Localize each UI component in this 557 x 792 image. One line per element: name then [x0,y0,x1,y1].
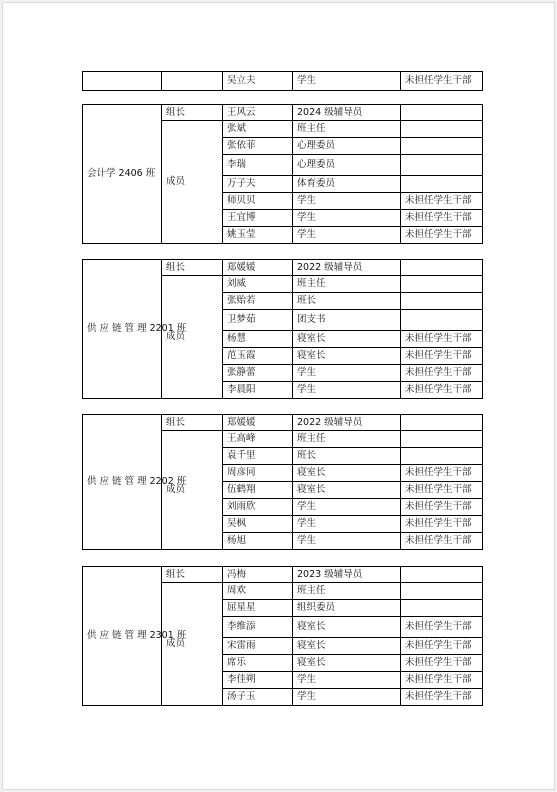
leader-label: 组长 [162,415,223,431]
member-note [401,293,483,310]
leader-name: 郑媛媛 [223,260,293,276]
leader-note [401,567,483,583]
member-label: 成员 [162,431,223,550]
member-note: 未担任学生干部 [401,193,483,210]
member-role: 学生 [293,193,401,210]
member-role: 学生 [293,227,401,244]
member-name: 李瑞 [223,155,293,176]
member-role: 寝室长 [293,331,401,348]
member-role: 团支书 [293,310,401,331]
member-name: 刘雨欣 [223,499,293,516]
leader-label: 组长 [162,105,223,121]
member-role: 寝室长 [293,348,401,365]
member-role: 班主任 [293,431,401,448]
member-role: 班主任 [293,276,401,293]
member-note [401,600,483,617]
leader-note [401,260,483,276]
roster-table-2 [82,259,483,399]
leader-role: 2022 级辅导员 [293,415,401,431]
leader-label: 组长 [162,567,223,583]
leader-row [83,415,483,431]
member-role: 寝室长 [293,482,401,499]
member-role: 寝室长 [293,465,401,482]
member-note [401,155,483,176]
member-name: 师贝贝 [223,193,293,210]
document-page [2,2,555,790]
member-name: 李维添 [223,617,293,638]
member-role: 心理委员 [293,138,401,155]
member-note: 未担任学生干部 [401,227,483,244]
member-note [401,276,483,293]
member-note: 未担任学生干部 [401,689,483,706]
member-name: 万子夫 [223,176,293,193]
member-name: 袁千里 [223,448,293,465]
member-role: 学生 [293,382,401,399]
table-row [83,72,483,91]
class-name-cell: 会计学 2406 班 [83,105,162,244]
member-name: 范玉霞 [223,348,293,365]
member-name: 姚玉莹 [223,227,293,244]
member-role: 学生 [293,499,401,516]
leader-note [401,105,483,121]
member-note: 未担任学生干部 [401,638,483,655]
member-name: 宋雷雨 [223,638,293,655]
member-name: 张斌 [223,121,293,138]
member-note: 未担任学生干部 [401,672,483,689]
leader-row [83,567,483,583]
member-name: 屈星星 [223,600,293,617]
member-role: 班主任 [293,583,401,600]
member-name: 刘威 [223,276,293,293]
member-name: 张依菲 [223,138,293,155]
roster-table-4 [82,566,483,706]
member-name: 张静蕾 [223,365,293,382]
member-label: 成员 [162,583,223,706]
member-note: 未担任学生干部 [401,617,483,638]
member-note: 未担任学生干部 [401,72,483,91]
leader-row [83,260,483,276]
leader-role: 2024 级辅导员 [293,105,401,121]
member-role: 学生 [293,365,401,382]
member-role: 体育委员 [293,176,401,193]
member-role: 学生 [293,689,401,706]
member-note [401,448,483,465]
class-name-cell [83,72,162,91]
member-name: 李佳朔 [223,672,293,689]
leader-note [401,415,483,431]
member-note: 未担任学生干部 [401,482,483,499]
leader-label: 组长 [162,260,223,276]
member-note [401,431,483,448]
leader-role: 2023 级辅导员 [293,567,401,583]
member-note [401,176,483,193]
member-label: 成员 [162,276,223,399]
member-name: 席乐 [223,655,293,672]
member-note: 未担任学生干部 [401,348,483,365]
member-note: 未担任学生干部 [401,210,483,227]
member-role: 寝室长 [293,655,401,672]
member-role: 学生 [293,72,401,91]
group-cell [162,72,223,91]
member-note: 未担任学生干部 [401,533,483,550]
member-name: 王宜博 [223,210,293,227]
member-name: 张贻若 [223,293,293,310]
member-note [401,583,483,600]
member-note: 未担任学生干部 [401,331,483,348]
member-name: 汤子玉 [223,689,293,706]
member-name: 吴枫 [223,516,293,533]
class-name-cell: 供 应 链 管 理 2202 班 [83,415,162,550]
member-role: 学生 [293,516,401,533]
class-name-cell: 供 应 链 管 理 2201 班 [83,260,162,399]
member-note: 未担任学生干部 [401,499,483,516]
member-role: 班主任 [293,121,401,138]
roster-table-0 [82,71,483,91]
member-name: 杨旭 [223,533,293,550]
leader-name: 郑媛媛 [223,415,293,431]
member-note: 未担任学生干部 [401,655,483,672]
member-name: 卫梦茹 [223,310,293,331]
member-role: 组织委员 [293,600,401,617]
member-name: 周欢 [223,583,293,600]
member-role: 心理委员 [293,155,401,176]
member-note [401,138,483,155]
member-role: 寝室长 [293,617,401,638]
member-name: 李晨阳 [223,382,293,399]
member-note: 未担任学生干部 [401,382,483,399]
member-role: 班长 [293,448,401,465]
member-role: 学生 [293,210,401,227]
member-label: 成员 [162,121,223,244]
member-name: 伍鹤翔 [223,482,293,499]
member-note [401,121,483,138]
member-role: 寝室长 [293,638,401,655]
member-role: 学生 [293,672,401,689]
member-name: 杨慧 [223,331,293,348]
member-name: 周彦同 [223,465,293,482]
roster-table-3 [82,414,483,550]
member-note: 未担任学生干部 [401,465,483,482]
member-name: 吴立夫 [223,72,293,91]
roster-table-1 [82,104,483,244]
member-name: 王高峰 [223,431,293,448]
member-note: 未担任学生干部 [401,365,483,382]
leader-role: 2022 级辅导员 [293,260,401,276]
leader-name: 冯梅 [223,567,293,583]
leader-row [83,105,483,121]
leader-name: 王风云 [223,105,293,121]
member-role: 班长 [293,293,401,310]
member-note: 未担任学生干部 [401,516,483,533]
member-note [401,310,483,331]
member-role: 学生 [293,533,401,550]
class-name-cell: 供 应 链 管 理 2301 班 [83,567,162,706]
